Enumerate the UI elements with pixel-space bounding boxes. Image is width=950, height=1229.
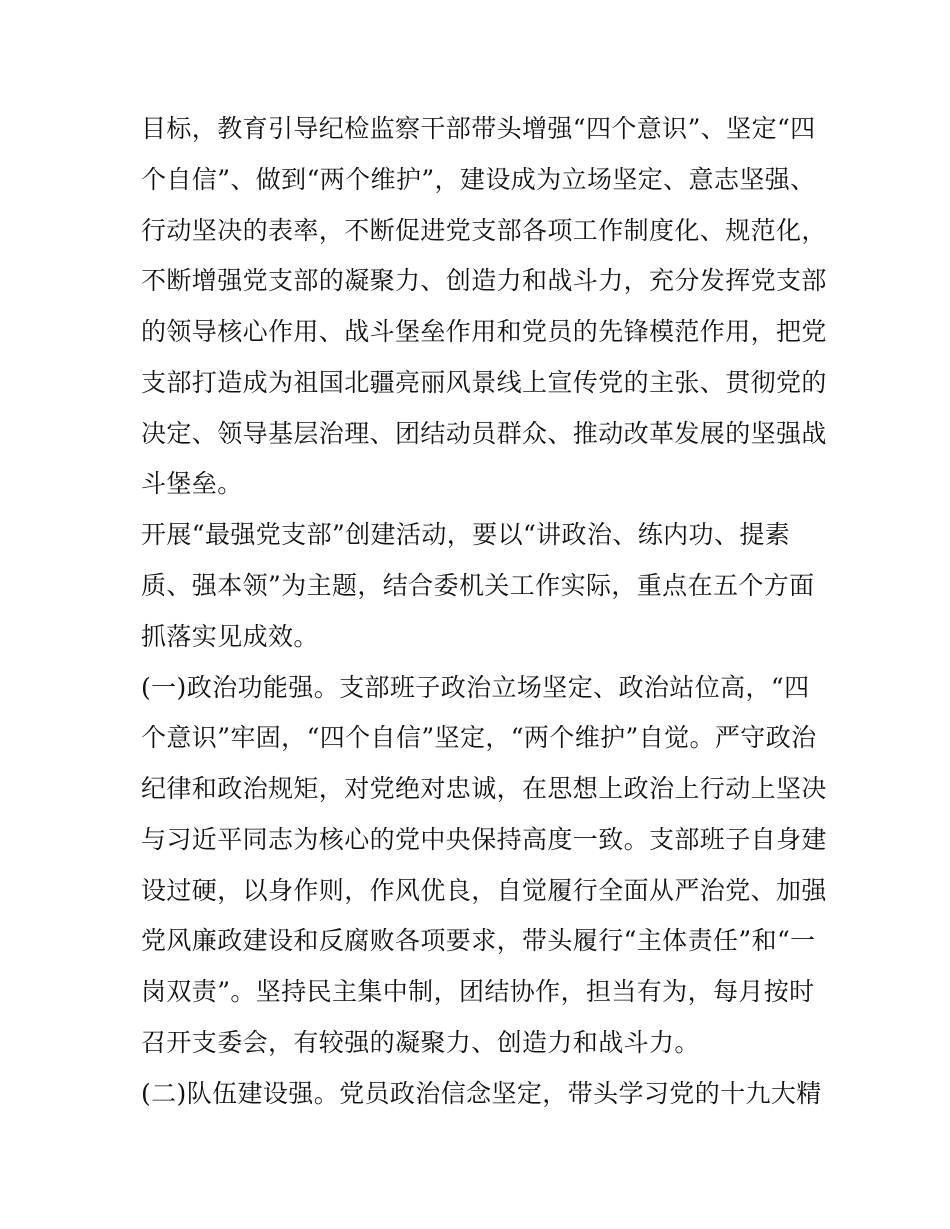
text-line: 开展“最强党支部”创建活动，要以“讲政治、练内功、提素 xyxy=(141,520,791,549)
text-line: 个意识”牢固，“四个自信”坚定，“两个维护”自觉。严守政治 xyxy=(141,723,817,752)
text-line: 支部打造成为祖国北疆亮丽风景线上宣传党的主张、贯彻党的 xyxy=(141,368,827,397)
text-line: 岗双责”。坚持民主集中制，团结协作，担当有为，每月按时 xyxy=(141,977,815,1006)
text-line: (一)政治功能强。支部班子政治立场坚定、政治站位高，“四 xyxy=(141,673,810,702)
text-line: 的领导核心作用、战斗堡垒作用和党员的先锋模范作用，把党 xyxy=(141,317,827,346)
text-line: 召开支委会，有较强的凝聚力、创造力和战斗力。 xyxy=(141,1028,700,1057)
text-line: 质、强本领”为主题，结合委机关工作实际，重点在五个方面 xyxy=(141,571,815,600)
text-line: 行动坚决的表率，不断促进党支部各项工作制度化、规范化， xyxy=(141,216,827,245)
text-line: (二)队伍建设强。党员政治信念坚定，带头学习党的十九大精 xyxy=(141,1079,822,1108)
text-line: 个自信”、做到“两个维护”，建设成为立场坚定、意志坚强、 xyxy=(141,165,816,194)
text-line: 抓落实见成效。 xyxy=(141,622,319,651)
text-line: 与习近平同志为核心的党中央保持高度一致。支部班子自身建 xyxy=(141,825,827,854)
text-line: 决定、领导基层治理、团结动员群众、推动改革发展的坚强战 xyxy=(141,419,827,448)
text-line: 纪律和政治规矩，对党绝对忠诚，在思想上政治上行动上坚决 xyxy=(141,774,827,803)
text-line: 不断增强党支部的凝聚力、创造力和战斗力，充分发挥党支部 xyxy=(141,266,827,295)
text-line: 设过硬，以身作则，作风优良，自觉履行全面从严治党、加强 xyxy=(141,876,827,905)
text-line: 党风廉政建设和反腐败各项要求，带头履行“主体责任”和“一 xyxy=(141,926,816,955)
text-line: 目标，教育引导纪检监察干部带头增强“四个意识”、坚定“四 xyxy=(141,114,816,143)
text-line: 斗堡垒。 xyxy=(141,469,243,498)
